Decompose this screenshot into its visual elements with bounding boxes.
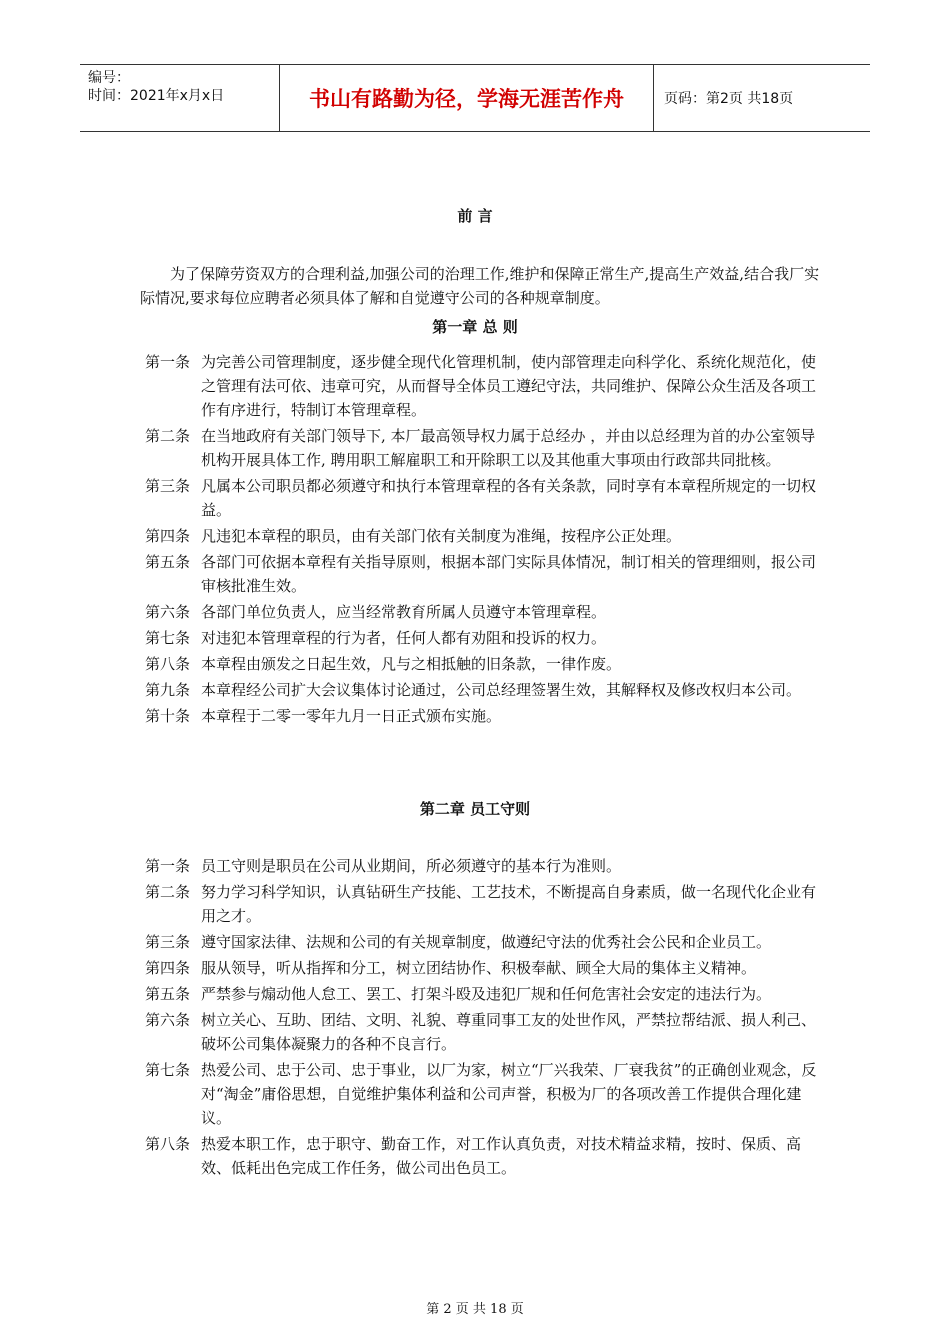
article-text: 各部门单位负责人，应当经常教育所属人员遵守本管理章程。 — [201, 603, 607, 621]
article-number: 第八条 — [145, 655, 191, 673]
article-item — [145, 424, 825, 472]
page-footer: 第 2 页 共 18 页 — [426, 1302, 524, 1317]
header-page-info: 页码：第2页 共18页 — [664, 91, 794, 107]
article-text: 热爱本职工作，忠于职守、勤奋工作，对工作认真负责，对技术精益求精，按时、保质、高效、低耗出色完成工作任务，做公司出色员工。 — [201, 1135, 802, 1177]
article-text: 服从领导，听从指挥和分工，树立团结协作、积极奉献、顾全大局的集体主义精神。 — [201, 959, 757, 977]
article-item — [145, 1008, 825, 1056]
chapter1-articles — [145, 350, 825, 730]
article-text: 本章程经公司扩大会议集体讨论通过，公司总经理签署生效，其解释权及修改权归本公司。 — [201, 681, 802, 699]
preface-title: 前 言 — [457, 207, 493, 225]
chapter2-articles — [145, 854, 825, 1182]
article-item — [145, 550, 825, 598]
article-item — [145, 982, 825, 1006]
article-text: 热爱公司、忠于公司、忠于事业，以厂为家，树立“厂兴我荣、厂衰我贫”的正确创业观念，反对“淘金”庸俗思想，自觉维护集体利益和公司声誉，积极为厂的各项改善工作提供合理化建议。 — [201, 1061, 817, 1127]
article-item — [145, 930, 825, 954]
article-item — [145, 474, 825, 522]
article-number: 第四条 — [145, 959, 191, 977]
article-text: 本章程于二零一零年九月一日正式颁布实施。 — [201, 707, 502, 725]
article-item — [145, 956, 825, 980]
article-item — [145, 600, 825, 624]
header-meta — [80, 65, 280, 131]
article-number: 第四条 — [145, 527, 191, 545]
document-time-label: 时间：2021年x月x日 — [88, 88, 225, 104]
article-number: 第七条 — [145, 629, 191, 647]
chapter2-title: 第二章 员工守则 — [419, 800, 531, 818]
article-text: 在当地政府有关部门领导下, 本厂最高领导权力属于总经办 ，并由以总经理为首的办公室领导机构开展具体工作, 聘用职工解雇职工和开除职工以及其他重大事项由行政部共同批核。 — [201, 427, 816, 469]
article-number: 第一条 — [145, 353, 191, 371]
article-item — [145, 704, 825, 728]
document-number-label: 编号： — [88, 70, 130, 86]
article-number: 第二条 — [145, 427, 191, 445]
article-number: 第十条 — [145, 707, 191, 725]
article-number: 第八条 — [145, 1135, 191, 1153]
article-number: 第六条 — [145, 1011, 191, 1029]
article-text: 遵守国家法律、法规和公司的有关规章制度，做遵纪守法的优秀社会公民和企业员工。 — [201, 933, 772, 951]
article-number: 第五条 — [145, 985, 191, 1003]
article-item — [145, 880, 825, 928]
article-number: 第九条 — [145, 681, 191, 699]
article-number: 第五条 — [145, 553, 191, 571]
article-item — [145, 678, 825, 702]
article-item — [145, 1058, 825, 1130]
article-number: 第六条 — [145, 603, 191, 621]
article-text: 本章程由颁发之日起生效，凡与之相抵触的旧条款，一律作废。 — [201, 655, 622, 673]
article-number: 第二条 — [145, 883, 191, 901]
article-text: 凡属本公司职员都必须遵守和执行本管理章程的各有关条款，同时享有本章程所规定的一切权益。 — [201, 477, 817, 519]
article-number: 第七条 — [145, 1061, 191, 1079]
article-item — [145, 626, 825, 650]
preface-paragraph: 为了保障劳资双方的合理利益,加强公司的治理工作,维护和保障正常生产,提高生产效益,结合我厂实际情况,要求每位应聘者必须具体了解和自觉遵守公司的各种规章制度。 — [140, 265, 820, 307]
article-text: 员工守则是职员在公司从业期间，所必须遵守的基本行为准则。 — [201, 857, 622, 875]
article-number: 第三条 — [145, 477, 191, 495]
article-item — [145, 350, 825, 422]
article-text: 严禁参与煽动他人怠工、罢工、打架斗殴及违犯厂规和任何危害社会安定的违法行为。 — [201, 985, 772, 1003]
article-item — [145, 1132, 825, 1180]
page-header — [80, 64, 870, 132]
article-text: 树立关心、互助、团结、文明、礼貌、尊重同事工友的处世作风，严禁拉帮结派、损人利己、破坏公司集体凝聚力的各种不良言行。 — [201, 1011, 817, 1053]
article-number: 第三条 — [145, 933, 191, 951]
header-motto: 书山有路勤为径，学海无涯苦作舟 — [280, 65, 654, 131]
article-number: 第一条 — [145, 857, 191, 875]
article-item — [145, 524, 825, 548]
article-item — [145, 854, 825, 878]
article-text: 对违犯本管理章程的行为者，任何人都有劝阻和投诉的权力。 — [201, 629, 607, 647]
article-text: 各部门可依据本章程有关指导原则，根据本部门实际具体情况，制订相关的管理细则，报公司审核批准生效。 — [201, 553, 817, 595]
article-text: 努力学习科学知识，认真钻研生产技能、工艺技术，不断提高自身素质，做一名现代化企业有用之才。 — [201, 883, 817, 925]
chapter1-title: 第一章 总 则 — [432, 318, 518, 336]
article-item — [145, 652, 825, 676]
article-text: 凡违犯本章程的职员，由有关部门依有关制度为准绳，按程序公正处理。 — [201, 527, 682, 545]
article-text: 为完善公司管理制度，逐步健全现代化管理机制，使内部管理走向科学化、系统化规范化，使之管理有法可依、违章可究，从而督导全体员工遵纪守法，共同维护、保障公众生活及各项工作有序进行，特制订本管理章程。 — [201, 353, 817, 419]
